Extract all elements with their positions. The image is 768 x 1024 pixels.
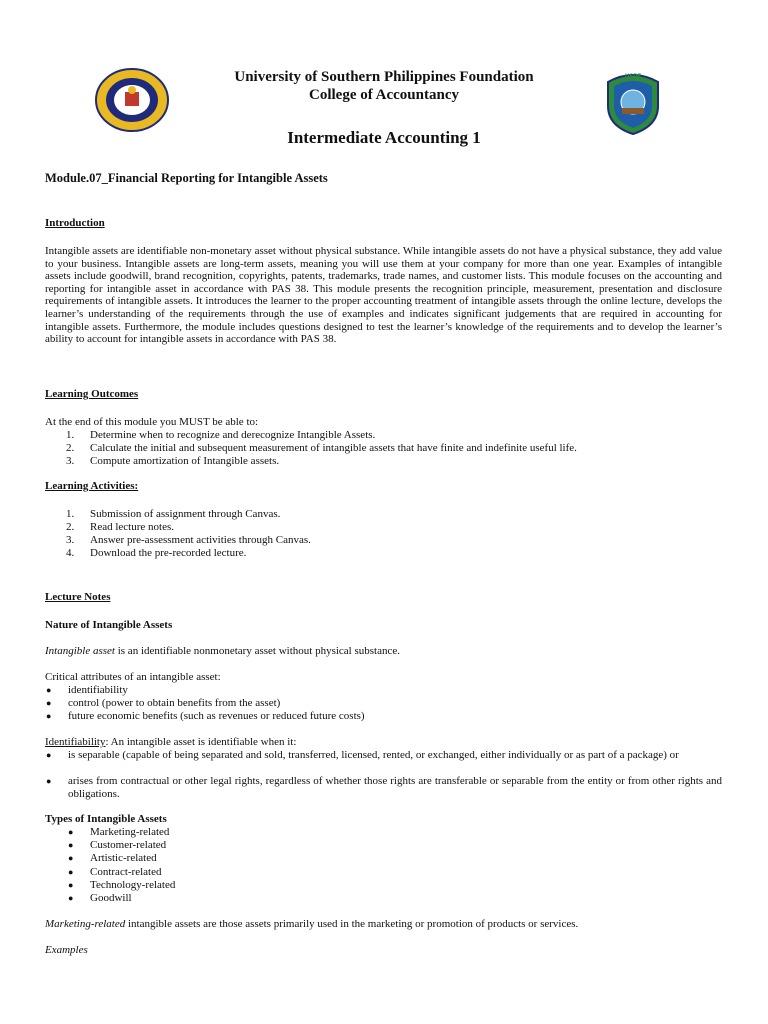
bullet-icon: ● (46, 711, 52, 721)
bullet-icon: ● (68, 893, 74, 903)
bullet-icon: ● (68, 840, 74, 850)
identifiability-rest: : An intangible asset is identifiable when it: (105, 736, 297, 748)
identifiability-item: arises from contractual or other legal rights, regardless of whether those rights are transferable or separable from the entity or from other rights and obligations. (68, 775, 722, 800)
introduction-body: Intangible assets are identifiable non-monetary asset without physical substance. While intangible assets do not have a physical substance, they add value to your business. Intangible assets are long-term assets, meaning you will use them at your company for more than one year. Examples of intangible assets include goodwill, brand recognition, copyrights, patents, trademarks, trade names, and customer lists. This module focuses on the accounting and reporting for intangible asset in accordance with PAS 38. This module presents the recognition principle, measurement, presentation and disclosure requirements of intangible assets. It introduces the learner to the proper accounting treatment of intangible assets through the online lecture, develops the learner’s understanding of the requirements through the use of examples and indicates significant judgements that are required in accounting for intangible assets. Furthermore, the module includes questions designed to test the learner’s knowledge of the requirements and to develop the learner’s ability to account for intangible assets in accordance with PAS 38. (45, 245, 722, 346)
outcomes-intro: At the end of this module you MUST be able to: (45, 416, 259, 428)
course-title: Intermediate Accounting 1 (287, 128, 481, 147)
type-item: Goodwill (90, 892, 132, 904)
activity-number: 1. (66, 508, 75, 520)
outcome-number: 3. (66, 455, 75, 467)
outcome-item: Compute amortization of Intangible assets. (90, 455, 280, 467)
bullet-icon: ● (46, 776, 52, 786)
bullet-icon: ● (46, 685, 52, 695)
activity-item: Download the pre-recorded lecture. (90, 547, 247, 559)
activity-number: 4. (66, 547, 75, 559)
critical-intro: Critical attributes of an intangible asset: (45, 671, 221, 683)
activity-number: 3. (66, 534, 75, 546)
outcome-number: 1. (66, 429, 75, 441)
type-item: Artistic-related (90, 852, 157, 864)
nature-heading: Nature of Intangible Assets (45, 619, 173, 631)
module-title: Module.07_Financial Reporting for Intangible Assets (45, 171, 328, 185)
types-heading: Types of Intangible Assets (45, 813, 167, 825)
identifiability-line (45, 736, 296, 749)
activity-item: Submission of assignment through Canvas. (90, 508, 281, 520)
bullet-icon: ● (46, 698, 52, 708)
marketing-term: Marketing-related (45, 918, 126, 930)
bullet-icon: ● (68, 880, 74, 890)
definition-line (45, 645, 400, 658)
learning-outcomes-heading: Learning Outcomes (45, 388, 139, 400)
shield-text: USPF (624, 74, 642, 80)
activity-item: Answer pre-assessment activities through Canvas. (90, 534, 311, 546)
outcome-number: 2. (66, 442, 75, 454)
definition-term: Intangible asset (45, 645, 115, 657)
university-name: University of Southern Philippines Foundation (234, 69, 534, 85)
critical-item: future economic benefits (such as revenues or reduced future costs) (68, 710, 365, 722)
bullet-icon: ● (68, 827, 74, 837)
outcome-item: Determine when to recognize and derecognize Intangible Assets. (90, 429, 376, 441)
activity-number: 2. (66, 521, 75, 533)
type-item: Contract-related (90, 866, 162, 878)
examples-label: Examples (45, 944, 88, 956)
bullet-icon: ● (68, 867, 74, 877)
introduction-heading: Introduction (45, 217, 105, 229)
type-item: Marketing-related (90, 826, 170, 838)
identifiability-item: is separable (capable of being separated and sold, transferred, licensed, rented, or exchanged, either individually or as part of a package) or (68, 749, 679, 761)
type-item: Customer-related (90, 839, 167, 851)
marketing-rest: intangible assets are those assets primarily used in the marketing or promotion of products or services. (125, 918, 579, 930)
marketing-line (45, 918, 578, 931)
critical-item: identifiability (68, 684, 128, 696)
critical-item: control (power to obtain benefits from the asset) (68, 697, 281, 709)
outcome-item: Calculate the initial and subsequent measurement of intangible assets that have finite and indefinite useful life. (90, 442, 577, 454)
learning-activities-heading: Learning Activities: (45, 480, 139, 492)
definition-rest: is an identifiable nonmonetary asset without physical substance. (114, 645, 400, 657)
lecture-notes-heading: Lecture Notes (45, 591, 111, 603)
bullet-icon: ● (68, 853, 74, 863)
type-item: Technology-related (90, 879, 176, 891)
identifiability-term: Identifiability (45, 736, 106, 748)
college-name: College of Accountancy (309, 87, 459, 103)
bullet-icon: ● (46, 750, 52, 760)
activity-item: Read lecture notes. (90, 521, 174, 533)
